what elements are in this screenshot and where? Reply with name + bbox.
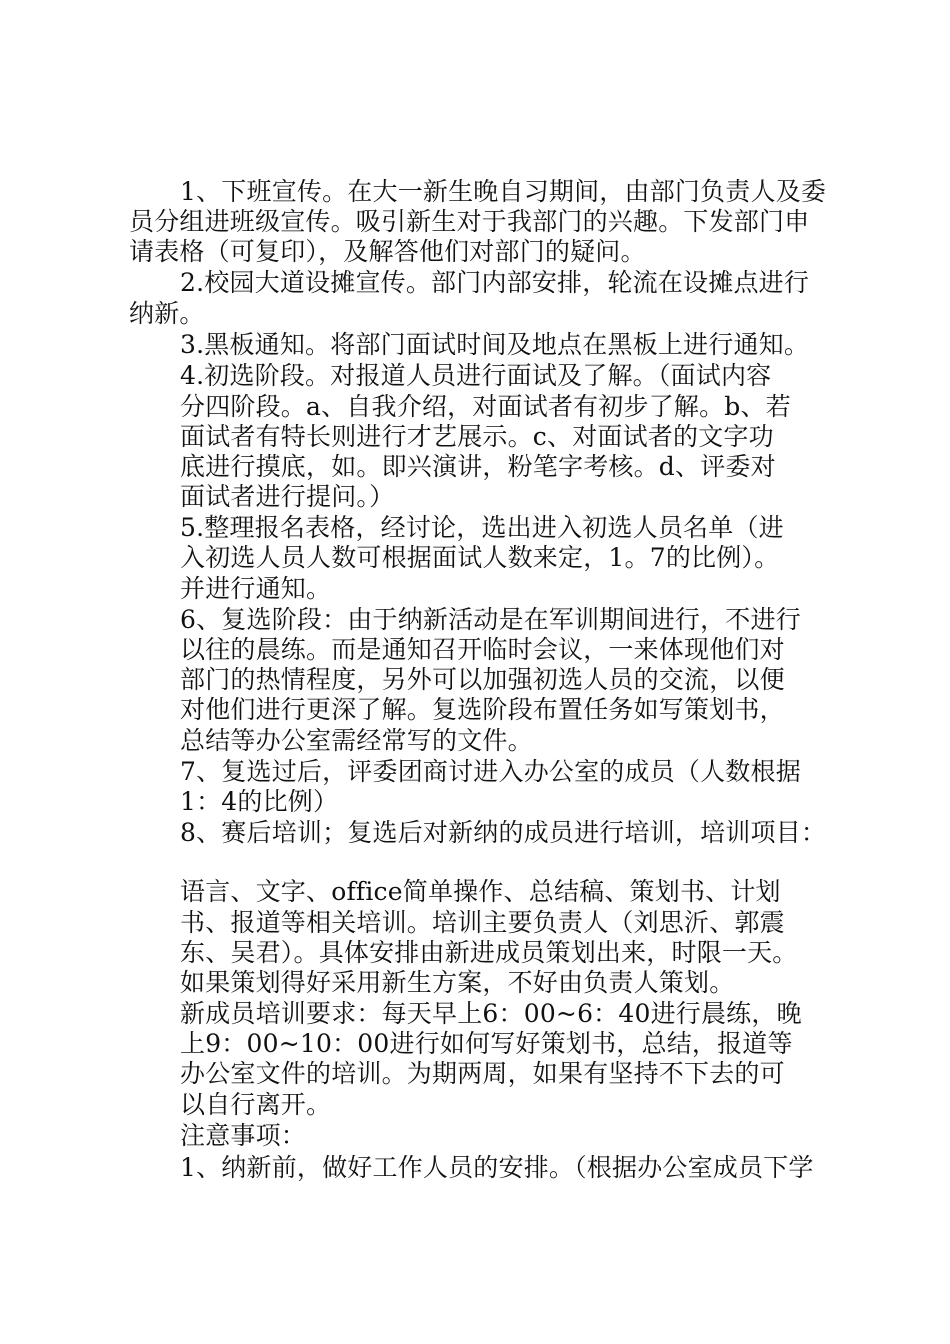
text-line: 1、纳新前，做好工作人员的安排。（根据办公室成员下学 bbox=[180, 1153, 814, 1182]
text-line: 部门的热情程度，另外可以加强初选人员的交流，以便 bbox=[180, 665, 785, 694]
text-line: 7、复选过后，评委团商讨进入办公室的成员（人数根据 bbox=[180, 757, 801, 786]
text-line: 3.黑板通知。将部门面试时间及地点在黑板上进行通知。 bbox=[180, 330, 810, 359]
text-line: 6、复选阶段：由于纳新活动是在军训期间进行，不进行 bbox=[180, 605, 801, 634]
text-line: 入初选人员人数可根据面试人数来定，1。7的比例）。 bbox=[180, 543, 780, 572]
text-line: 1、下班宣传。在大一新生晚自习期间，由部门负责人及委 bbox=[180, 177, 827, 206]
text-line: 纳新。 bbox=[129, 299, 205, 328]
text-line: 对他们进行更深了解。复选阶段布置任务如写策划书， bbox=[180, 695, 785, 724]
text-line: 注意事项： bbox=[180, 1121, 307, 1150]
text-line: 上9：00~10：00进行如何写好策划书，总结，报道等 bbox=[180, 1029, 793, 1058]
text-line: 语言、文字、office简单操作、总结稿、策划书、计划 bbox=[180, 877, 781, 906]
text-line: 东、吴君）。具体安排由新进成员策划出来，时限一天。 bbox=[180, 938, 798, 967]
text-line: 面试者进行提问。） bbox=[180, 482, 395, 511]
text-line: 1：4的比例） bbox=[180, 787, 339, 816]
text-line: 新成员培训要求：每天早上6：00~6：40进行晨练，晚 bbox=[180, 999, 802, 1028]
text-line: 4.初选阶段。对报道人员进行面试及了解。（面试内容 bbox=[180, 361, 772, 390]
text-line: 总结等办公室需经常写的文件。 bbox=[180, 726, 533, 755]
text-line: 8、赛后培训；复选后对新纳的成员进行培训，培训项目： bbox=[180, 818, 827, 847]
text-line: 书、报道等相关培训。培训主要负责人（刘思沂、郭震 bbox=[180, 908, 785, 937]
text-line: 面试者有特长则进行才艺展示。c、对面试者的文字功 bbox=[180, 422, 774, 451]
text-line: 分四阶段。a、自我介绍，对面试者有初步了解。b、若 bbox=[180, 392, 791, 421]
text-line: 办公室文件的培训。为期两周，如果有坚持不下去的可 bbox=[180, 1059, 785, 1088]
text-line: 请表格（可复印），及解答他们对部门的疑问。 bbox=[129, 237, 646, 266]
text-line: 以往的晨练。而是通知召开临时会议，一来体现他们对 bbox=[180, 635, 785, 664]
text-line: 如果策划得好采用新生方案，不好由负责人策划。 bbox=[180, 968, 735, 997]
text-line: 2.校园大道设摊宣传。部门内部安排，轮流在设摊点进行 bbox=[180, 268, 810, 297]
text-line: 员分组进班级宣传。吸引新生对于我部门的兴趣。下发部门申 bbox=[129, 207, 810, 236]
text-line: 底进行摸底，如。即兴演讲，粉笔字考核。d、评委对 bbox=[180, 452, 776, 481]
text-line: 以自行离开。 bbox=[180, 1090, 332, 1119]
text-line: 5.整理报名表格，经讨论，选出进入初选人员名单（进 bbox=[180, 513, 784, 542]
text-line: 并进行通知。 bbox=[180, 574, 332, 603]
